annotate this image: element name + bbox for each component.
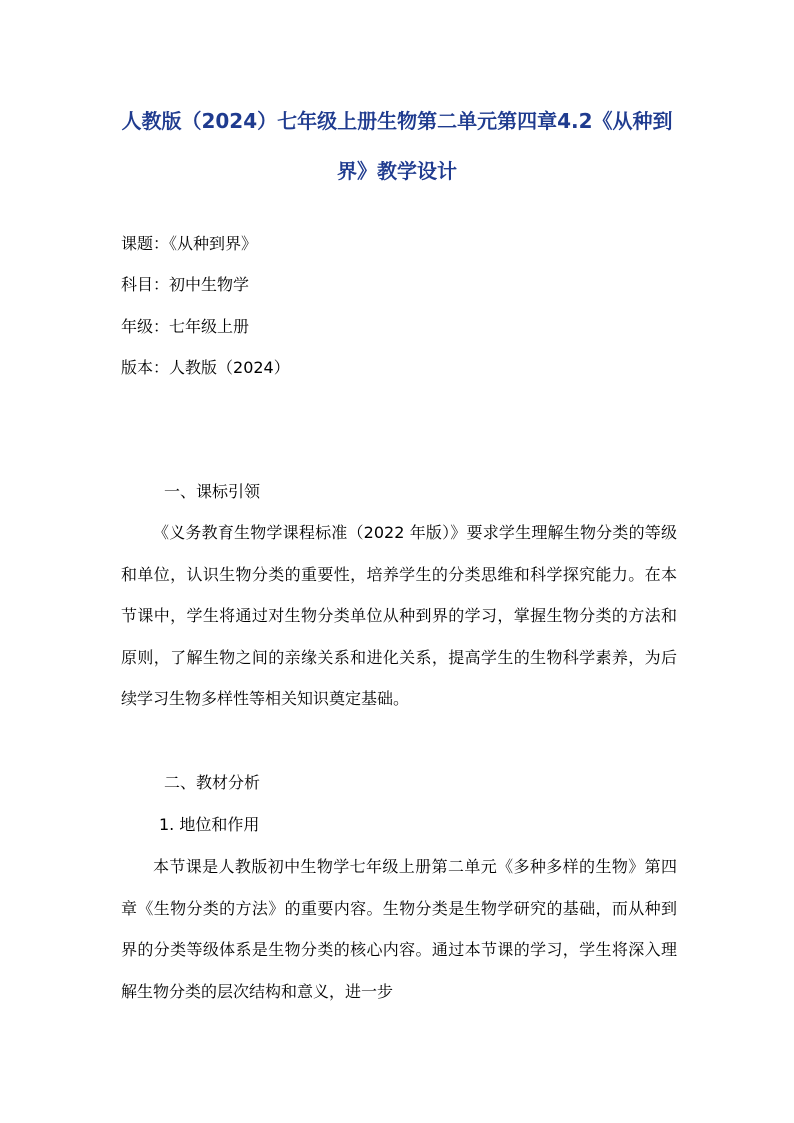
section-2-heading: 二、教材分析 [164,773,261,792]
section-2-body: 本节课是人教版初中生物学七年级上册第二单元《多种多样的生物》第四章《生物分类的方法》的重要内容。生物分类是生物学研究的基础，而从种到界的分类等级体系是生物分类的核心内容。通过本节课的学习，学生将深入理解生物分类的层次结构和意义，进一步 [121,857,677,1001]
meta-topic [121,234,257,254]
meta-edition-value: 人教版（2024） [169,358,290,377]
section-2-subheading: 1. 地位和作用 [159,815,260,834]
meta-edition-label: 版本： [121,358,170,377]
meta-grade [121,317,249,337]
section-1-heading: 一、课标引领 [164,482,261,501]
meta-grade-value: 七年级上册 [169,317,250,336]
meta-topic-label: 课题： [121,234,170,253]
meta-subject-label: 科目： [121,275,170,294]
meta-edition [121,358,290,378]
meta-topic-value: 《从种到界》 [169,234,258,253]
meta-subject-value: 初中生物学 [169,275,250,294]
document-title: 人教版（2024）七年级上册生物第二单元第四章4.2《从种到界》教学设计 [121,109,673,183]
section-1-body: 《义务教育生物学课程标准（2022 年版）》要求学生理解生物分类的等级和单位，认识生物分类的重要性，培养学生的分类思维和科学探究能力。在本节课中，学生将通过对生物分类单位从种到界的学习，掌握生物分类的方法和原则，了解生物之间的亲缘关系和进化关系，提高学生的生物科学素养，为后续学习生物多样性等相关知识奠定基础。 [121,523,677,708]
meta-subject [121,275,249,295]
meta-grade-label: 年级： [121,317,170,336]
